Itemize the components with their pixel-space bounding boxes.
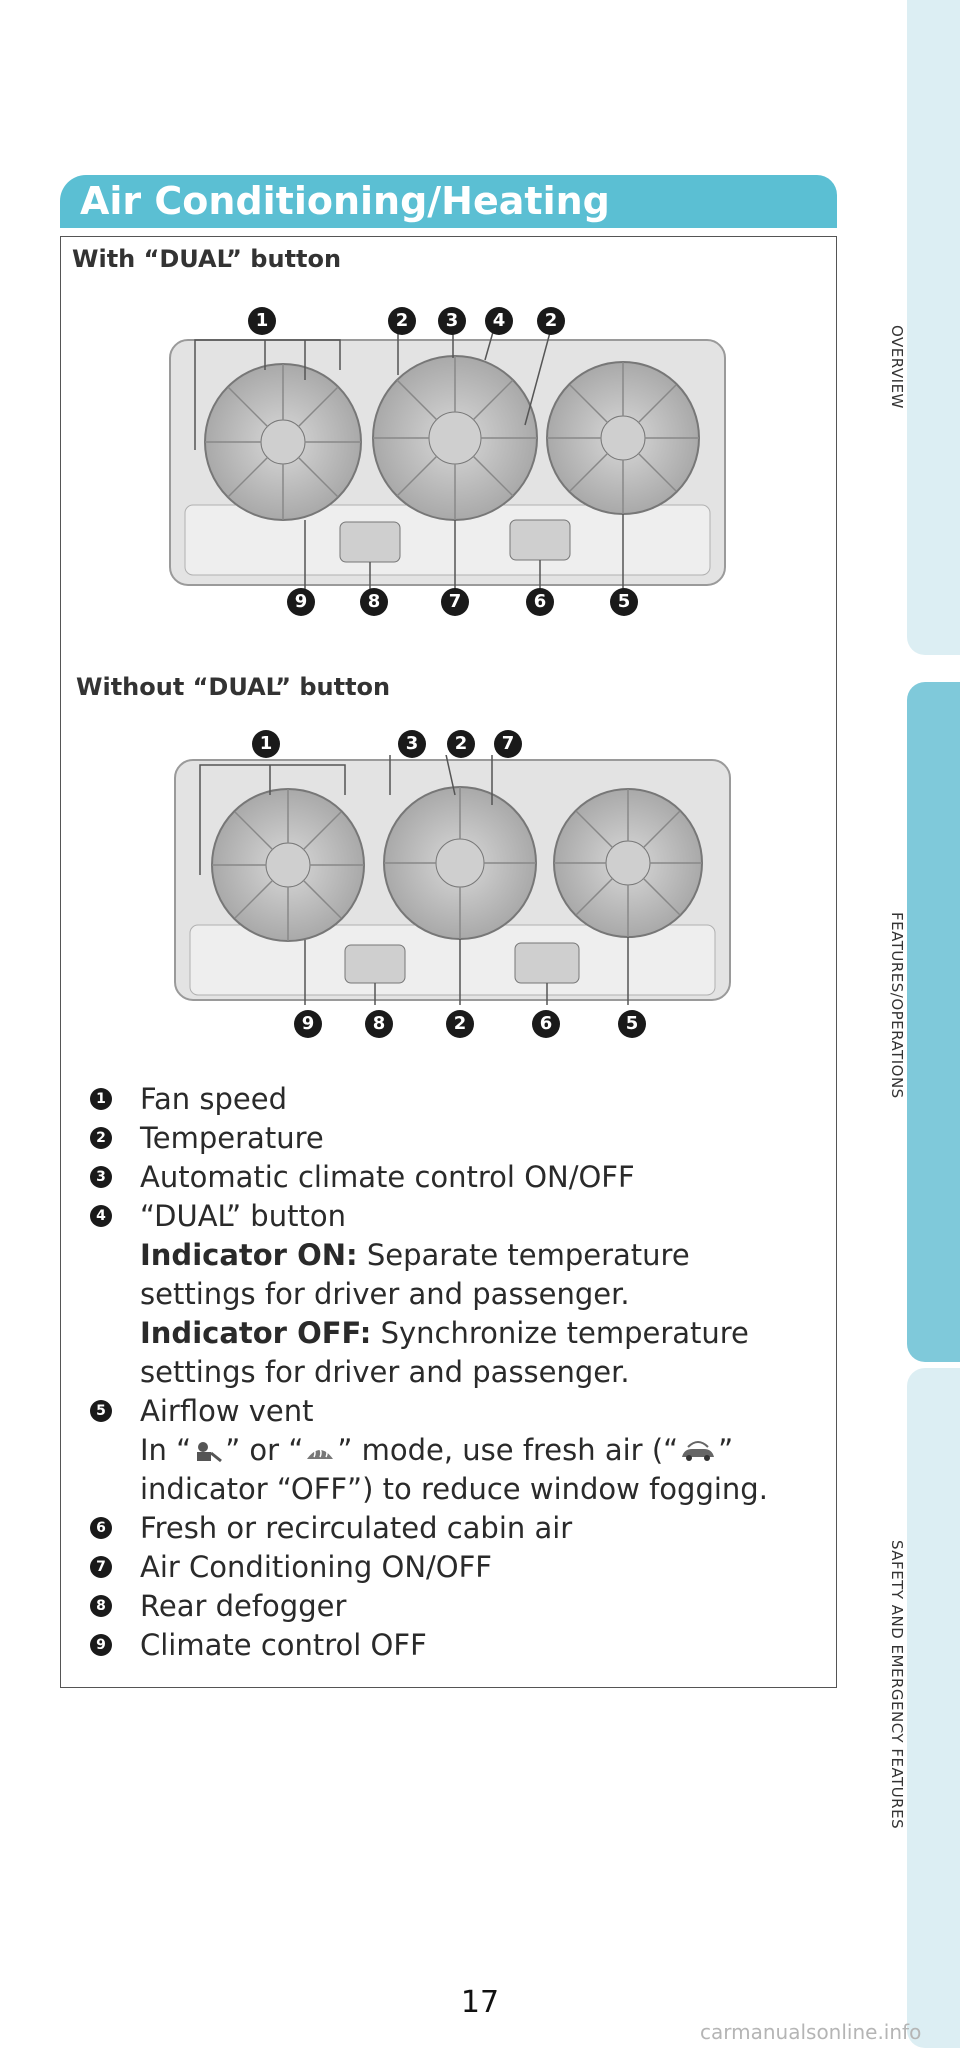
indicator-on-text: Separate temperature settings for driver and passenger. bbox=[140, 1238, 690, 1311]
diagram1-heading: With “DUAL” button bbox=[72, 245, 342, 273]
legend-badge-5: 5 bbox=[90, 1400, 112, 1422]
climate-panel-single-illustration bbox=[170, 755, 735, 1005]
legend-item-fresh-recirc bbox=[90, 1509, 810, 1548]
legend-airflow-note bbox=[90, 1431, 810, 1509]
legend-badge-4: 4 bbox=[90, 1205, 112, 1227]
callout2-3: 3 bbox=[398, 730, 426, 758]
callout-5: 5 bbox=[610, 588, 638, 616]
callout2-8: 8 bbox=[365, 1010, 393, 1038]
legend-item-dual bbox=[90, 1197, 810, 1236]
note-part-a: In “ bbox=[140, 1433, 192, 1467]
callout-4: 4 bbox=[485, 307, 513, 335]
legend-text-7: Air Conditioning ON/OFF bbox=[140, 1550, 492, 1584]
legend-text-9: Climate control OFF bbox=[140, 1628, 427, 1662]
callout-6: 6 bbox=[526, 588, 554, 616]
legend-item-rear-defogger bbox=[90, 1587, 810, 1626]
watermark: carmanualsonline.info bbox=[700, 2020, 922, 2044]
legend-badge-6: 6 bbox=[90, 1517, 112, 1539]
callout2-6: 6 bbox=[532, 1010, 560, 1038]
legend-text-4: “DUAL” button bbox=[140, 1199, 346, 1233]
legend-text-2: Temperature bbox=[140, 1121, 324, 1155]
indicator-off-label: Indicator OFF: bbox=[140, 1316, 372, 1350]
note-part-d: ” indicator “OFF”) to reduce window fogging. bbox=[140, 1433, 768, 1506]
legend-text-3: Automatic climate control ON/OFF bbox=[140, 1160, 635, 1194]
callout-8: 8 bbox=[360, 588, 388, 616]
legend-text-6: Fresh or recirculated cabin air bbox=[140, 1511, 573, 1545]
legend-badge-3: 3 bbox=[90, 1166, 112, 1188]
legend-item-airflow bbox=[90, 1392, 810, 1431]
tab-safety-emergency[interactable] bbox=[907, 1368, 960, 2048]
callout2-9: 9 bbox=[294, 1010, 322, 1038]
legend-item-climate-off bbox=[90, 1626, 810, 1665]
diagram2-heading: Without “DUAL” button bbox=[76, 673, 391, 701]
callout-9: 9 bbox=[287, 588, 315, 616]
callout-2: 2 bbox=[388, 307, 416, 335]
note-part-c: ” mode, use fresh air (“ bbox=[337, 1433, 679, 1467]
fan-dial bbox=[205, 364, 361, 520]
callout2-2: 2 bbox=[447, 730, 475, 758]
callout2-1: 1 bbox=[252, 730, 280, 758]
legend-badge-1: 1 bbox=[90, 1088, 112, 1110]
legend-item-fan-speed bbox=[90, 1080, 810, 1119]
legend-badge-7: 7 bbox=[90, 1556, 112, 1578]
callout-7: 7 bbox=[441, 588, 469, 616]
legend-text-8: Rear defogger bbox=[140, 1589, 347, 1623]
legend-badge-9: 9 bbox=[90, 1634, 112, 1656]
page-number: 17 bbox=[460, 1985, 500, 2020]
temperature-dial bbox=[373, 356, 537, 520]
callout2-5: 5 bbox=[618, 1010, 646, 1038]
legend-list bbox=[90, 1080, 810, 1665]
indicator-on-label: Indicator ON: bbox=[140, 1238, 358, 1272]
legend-text-1: Fan speed bbox=[140, 1082, 287, 1116]
legend-dual-indicator-off bbox=[90, 1314, 810, 1392]
callout-2b: 2 bbox=[537, 307, 565, 335]
legend-item-auto bbox=[90, 1158, 810, 1197]
tab-features-operations[interactable] bbox=[907, 682, 960, 1362]
callout2-2b: 2 bbox=[446, 1010, 474, 1038]
callout-3: 3 bbox=[438, 307, 466, 335]
indicator-off-text: Synchronize temperature settings for driver and passenger. bbox=[140, 1316, 749, 1389]
legend-item-ac bbox=[90, 1548, 810, 1587]
callout2-7: 7 bbox=[494, 730, 522, 758]
floor-mode-icon bbox=[191, 1439, 225, 1465]
windshield-defrost-icon bbox=[303, 1439, 337, 1465]
tab-label-safety-emergency: SAFETY AND EMERGENCY FEATURES bbox=[888, 1540, 906, 1830]
legend-item-temperature bbox=[90, 1119, 810, 1158]
legend-badge-2: 2 bbox=[90, 1127, 112, 1149]
tab-label-features-operations: FEATURES/OPERATIONS bbox=[888, 912, 906, 1099]
tab-label-overview: OVERVIEW bbox=[888, 325, 906, 409]
legend-dual-indicator-on bbox=[90, 1236, 810, 1314]
mode-dial bbox=[547, 362, 699, 514]
tab-overview[interactable] bbox=[907, 0, 960, 655]
climate-panel-dual-illustration bbox=[165, 330, 730, 590]
callout-1: 1 bbox=[248, 307, 276, 335]
note-part-b: ” or “ bbox=[225, 1433, 304, 1467]
legend-text-5: Airflow vent bbox=[140, 1394, 314, 1428]
page-title: Air Conditioning/Heating bbox=[80, 179, 610, 223]
legend-badge-8: 8 bbox=[90, 1595, 112, 1617]
recirculate-air-icon bbox=[678, 1439, 718, 1465]
